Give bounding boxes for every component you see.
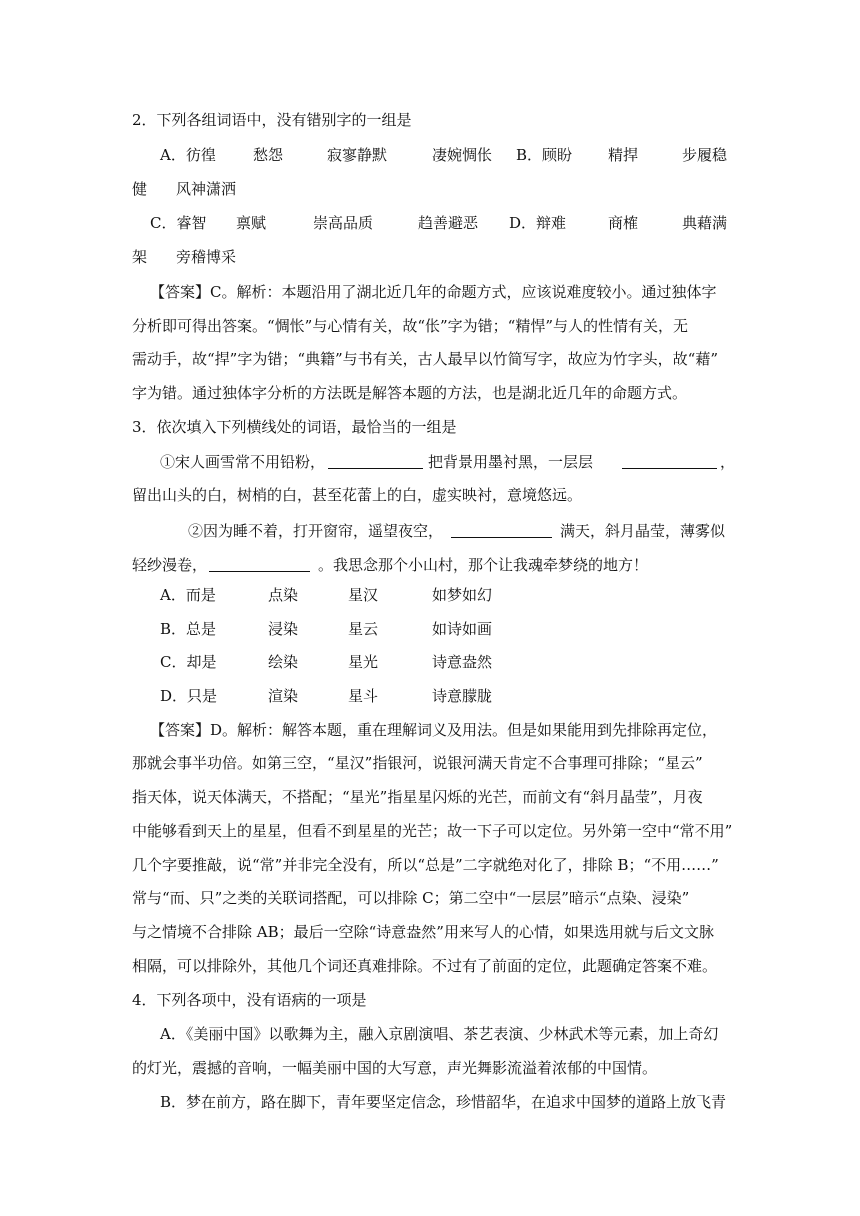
q3-option-d-word3: 星斗 <box>348 687 379 705</box>
q2-option-c-word3: 崇高品质 <box>313 214 374 232</box>
q2-option-d-word2: 商榷 <box>608 214 639 232</box>
q4-option-a-line: 的灯光，震撼的音响，一幅美丽中国的大写意，声光舞影流溢着浓郁的中国情。 <box>132 1059 658 1077</box>
q2-option-b-word2: 精捍 <box>608 146 639 164</box>
q2-option-d-word3-tail: 架 <box>132 248 148 266</box>
q2-option-c: C．睿智 <box>150 214 207 232</box>
q2-option-a: A．彷徨 <box>160 146 216 164</box>
q2-option-c-word2: 禀赋 <box>236 214 267 232</box>
q3-option-c-word3: 星光 <box>348 653 379 671</box>
q3-stem: 3．依次填入下列横线处的词语，最恰当的一组是 <box>132 418 457 436</box>
q3-answer-line: 指天体，说天体满天，不搭配；“星光”指星星闪烁的光芒，而前文有“斜月晶莹”，月夜 <box>132 788 703 806</box>
q2-option-b-word3: 步履稳 <box>682 146 728 164</box>
q3-option-b-word3: 星云 <box>348 620 379 638</box>
q3-option-a-word4: 如梦如幻 <box>432 586 493 604</box>
q3-option-b-word2: 浸染 <box>268 620 299 638</box>
q3-option-a-word3: 星汉 <box>348 586 379 604</box>
q3-option-c-word4: 诗意盎然 <box>432 653 493 671</box>
q3-sentence2-part2: 满天，斜月晶莹，薄雾似 <box>560 522 726 540</box>
q3-sentence1-part2: 把背景用墨衬黑，一层层 <box>428 453 594 471</box>
q3-sentence2-part1: ②因为睡不着，打开窗帘，遥望夜空， <box>188 522 444 540</box>
q3-option-c: C．却是 <box>160 653 217 671</box>
q3-blank-1[interactable] <box>328 454 423 469</box>
q2-option-b-word4: 风神潇洒 <box>176 180 237 198</box>
q3-blank-3[interactable] <box>451 523 552 538</box>
q3-answer-line: 常与“而、只”之类的关联词搭配，可以排除 C；第二空中“一层层”暗示“点染、浸染” <box>132 889 690 907</box>
q3-option-d: D．只是 <box>160 687 218 705</box>
q2-option-a-word2: 愁怨 <box>253 146 284 164</box>
q3-answer-line: 【答案】D。解析：解答本题，重在理解词义及用法。但是如果能用到先排除再定位， <box>150 721 718 739</box>
q2-stem: 2．下列各组词语中，没有错别字的一组是 <box>132 111 412 129</box>
q3-option-b: B．总是 <box>160 620 217 638</box>
q3-answer-line: 相隔，可以排除外，其他几个词还真难排除。不过有了前面的定位，此题确定答案不难。 <box>132 957 718 975</box>
q2-option-d: D．辩难 <box>509 214 567 232</box>
q3-answer-line: 几个字要推敲，说“常”并非完全没有，所以“总是”二字就绝对化了，排除 B；“不用……” <box>132 856 719 874</box>
q2-option-d-word4: 旁稽博采 <box>176 248 237 266</box>
q4-stem: 4．下列各项中，没有语病的一项是 <box>132 991 367 1009</box>
q3-blank-4[interactable] <box>209 557 310 572</box>
q4-option-b-line: B．梦在前方，路在脚下，青年要坚定信念，珍惜韶华，在追求中国梦的道路上放飞青 <box>160 1093 727 1111</box>
q2-option-c-word4: 趋善避恶 <box>418 214 479 232</box>
q3-option-a-word2: 点染 <box>268 586 299 604</box>
q3-sentence1-part1: ①宋人画雪常不用铅粉， <box>160 453 326 471</box>
q3-answer-line: 与之情境不合排除 AB；最后一空除“诗意盎然”用来写人的心情，如果选用就与后文文脉 <box>132 923 714 941</box>
q2-option-d-word3: 典藉满 <box>682 214 728 232</box>
q3-blank-2[interactable] <box>622 454 717 469</box>
q3-option-d-word2: 渲染 <box>268 687 299 705</box>
q3-option-d-word4: 诗意朦胧 <box>432 687 493 705</box>
q2-answer-line: 字为错。通过独体字分析的方法既是解答本题的方法，也是湖北近几年的命题方式。 <box>132 384 688 402</box>
q2-option-a-word4: 凄婉惆伥 <box>432 146 493 164</box>
q2-option-b: B．顾盼 <box>516 146 573 164</box>
q3-sentence2-part4: 。我思念那个小山村，那个让我魂牵梦绕的地方！ <box>318 556 649 574</box>
q2-answer-line: 【答案】C。解析：本题沿用了湖北近几年的命题方式，应该说难度较小。通过独体字 <box>150 283 717 301</box>
q3-answer-line: 那就会事半功倍。如第三空，“星汉”指银河，说银河满天肯定不合事理可排除；“星云” <box>132 754 703 772</box>
q4-option-a-line: A．《美丽中国》以歌舞为主，融入京剧演唱、茶艺表演、少林武术等元素，加上奇幻 <box>160 1025 719 1043</box>
q3-option-c-word2: 绘染 <box>268 653 299 671</box>
q2-answer-line: 分析即可得出答案。“惆怅”与心情有关，故“伥”字为错；“精悍”与人的性情有关，无 <box>132 317 689 335</box>
q3-option-b-word4: 如诗如画 <box>432 620 493 638</box>
q3-sentence2-part3: 轻纱漫卷， <box>132 556 208 574</box>
q3-answer-line: 中能够看到天上的星星，但看不到星星的光芒；故一下子可以定位。另外第一空中“常不用” <box>132 822 733 840</box>
q3-option-a: A．而是 <box>160 586 216 604</box>
q3-sentence1-comma: ， <box>720 453 736 471</box>
q3-sentence1-part3: 留出山头的白，树梢的白，甚至花蕾上的白，虚实映衬，意境悠远。 <box>132 486 583 504</box>
q2-option-b-word3-tail: 健 <box>132 180 148 198</box>
q2-option-a-word3: 寂寥静默 <box>327 146 388 164</box>
q2-answer-line: 需动手，故“捍”字为错；“典籍”与书有关，古人最早以竹简写字，故应为竹字头，故“藉” <box>132 350 719 368</box>
